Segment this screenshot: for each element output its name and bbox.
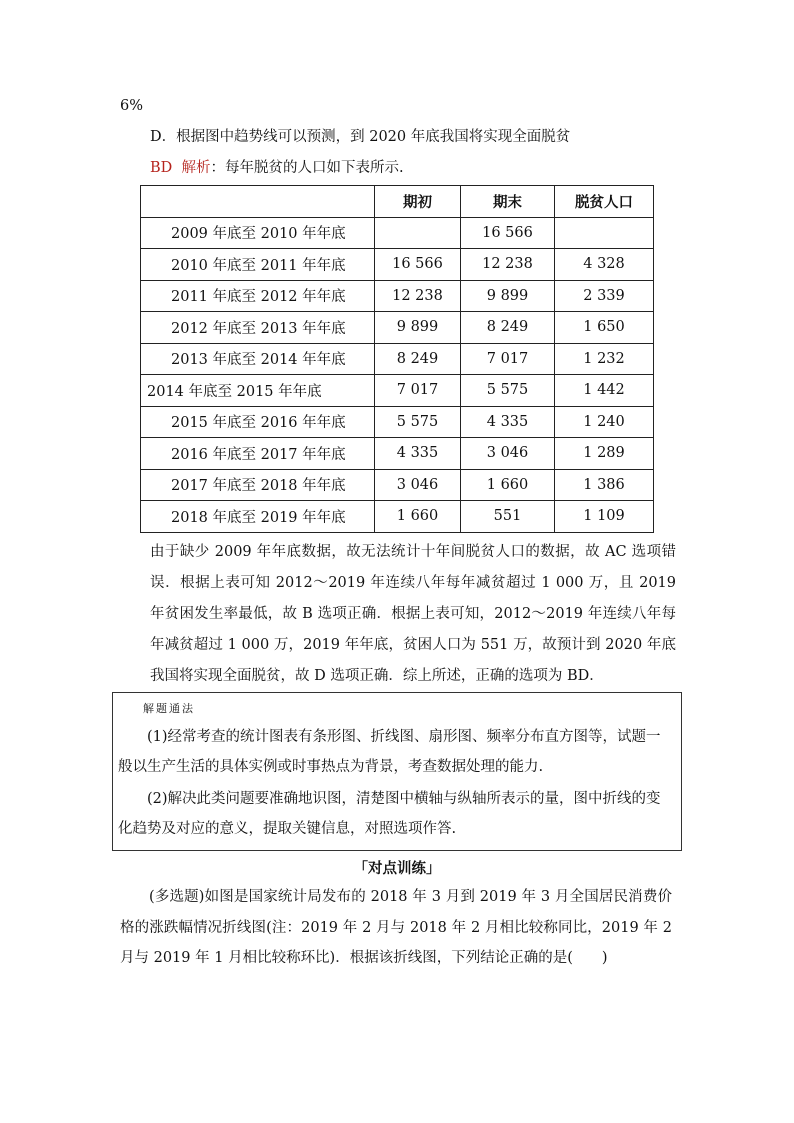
period-cell: 2017 年底至 2018 年年底 <box>141 469 375 501</box>
method-point-2: (2)解决此类问题要准确地识图，清楚图中横轴与纵轴所表示的量，图中折线的变化趋势及对应的意义，提取关键信息，对照选项作答. <box>118 791 661 837</box>
period-cell: 2016 年底至 2017 年年底 <box>141 438 375 470</box>
table-cell: 9 899 <box>375 312 461 344</box>
table-cell: 9 899 <box>461 280 555 312</box>
period-cell: 2010 年底至 2011 年年底 <box>141 249 375 281</box>
period-cell: 2011 年底至 2012 年年底 <box>141 280 375 312</box>
table-cell: 551 <box>461 501 555 533</box>
method-point-1: (1)经常考查的统计图表有条形图、折线图、扇形图、频率分布直方图等，试题一般以生产生活的具体实例或时事热点为背景，考查数据处理的能力. <box>118 729 661 775</box>
table-cell: 16 566 <box>375 249 461 281</box>
table-row <box>141 438 654 470</box>
table-header-row <box>141 186 654 218</box>
period-cell: 2013 年底至 2014 年年底 <box>141 343 375 375</box>
table-header <box>141 186 375 218</box>
method-box <box>112 692 682 851</box>
table-cell: 4 335 <box>375 438 461 470</box>
period-cell: 2018 年底至 2019 年年底 <box>141 501 375 533</box>
table-header: 期末 <box>461 186 555 218</box>
prev-option-fragment: 6% <box>120 98 144 114</box>
table-cell: 1 289 <box>555 438 654 470</box>
answer-label: BD <box>150 160 173 176</box>
table-cell: 5 575 <box>461 375 555 407</box>
table-cell: 7 017 <box>461 343 555 375</box>
table-cell: 1 232 <box>555 343 654 375</box>
table-cell: 8 249 <box>461 312 555 344</box>
table-row <box>141 469 654 501</box>
table-row <box>141 501 654 533</box>
table-cell: 12 238 <box>375 280 461 312</box>
table-cell: 4 328 <box>555 249 654 281</box>
table-cell: 12 238 <box>461 249 555 281</box>
analysis-intro: ：每年脱贫的人口如下表所示. <box>210 160 404 176</box>
table-cell <box>555 217 654 249</box>
table-cell: 2 339 <box>555 280 654 312</box>
table-row <box>141 217 654 249</box>
table-cell: 1 386 <box>555 469 654 501</box>
table-cell: 1 650 <box>555 312 654 344</box>
table-row <box>141 406 654 438</box>
table-cell <box>375 217 461 249</box>
table-cell: 5 575 <box>375 406 461 438</box>
table-cell: 1 240 <box>555 406 654 438</box>
table-row <box>141 375 654 407</box>
table-cell: 3 046 <box>461 438 555 470</box>
question-text: (多选题)如图是国家统计局发布的 2018 年 3 月到 2019 年 3 月全国居民消费价格的涨跌幅情况折线图(注：2019 年 2 月与 2018 年 2 月相比较称同比，2019 年 2 月与 2019 年 1 月相比较称环比)．根据该折线图，下列结论正确的是( ) <box>120 889 672 966</box>
table-header: 脱贫人口 <box>555 186 654 218</box>
explanation-paragraph: 由于缺少 2009 年年底数据，故无法统计十年间脱贫人口的数据，故 AC 选项错误．根据上表可知 2012～2019 年连续八年每年减贫超过 1 000 万，且 2019 年贫困发生率最低，故 B 选项正确．根据上表可知，2012～2019 年连续八年每年减贫超过 1 000 万，2019 年年底，贫困人口为 551 万，故预计到 2020 年底我国将实现全面脱贫，故 D 选项正确．综上所述，正确的选项为 BD． <box>150 544 676 684</box>
table-header: 期初 <box>375 186 461 218</box>
table-cell: 16 566 <box>461 217 555 249</box>
analysis-label: 解析 <box>181 160 211 176</box>
training-title: 「对点训练」 <box>353 860 441 877</box>
table-row <box>141 280 654 312</box>
table-row <box>141 312 654 344</box>
table-cell: 1 660 <box>375 501 461 533</box>
table-cell: 4 335 <box>461 406 555 438</box>
period-cell: 2012 年底至 2013 年年底 <box>141 312 375 344</box>
table-cell: 1 109 <box>555 501 654 533</box>
method-box-title: 解题通法 <box>143 702 195 715</box>
table-cell: 1 442 <box>555 375 654 407</box>
period-cell: 2014 年底至 2015 年年底 <box>141 375 375 407</box>
option-d: D．根据图中趋势线可以预测，到 2020 年底我国将实现全面脱贫 <box>150 129 571 145</box>
answer-line <box>150 158 404 178</box>
poverty-table <box>140 185 654 533</box>
table-cell: 7 017 <box>375 375 461 407</box>
table-cell: 3 046 <box>375 469 461 501</box>
table-cell: 1 660 <box>461 469 555 501</box>
table-row <box>141 249 654 281</box>
table-row <box>141 343 654 375</box>
period-cell: 2015 年底至 2016 年年底 <box>141 406 375 438</box>
period-cell: 2009 年底至 2010 年年底 <box>141 217 375 249</box>
table-cell: 8 249 <box>375 343 461 375</box>
